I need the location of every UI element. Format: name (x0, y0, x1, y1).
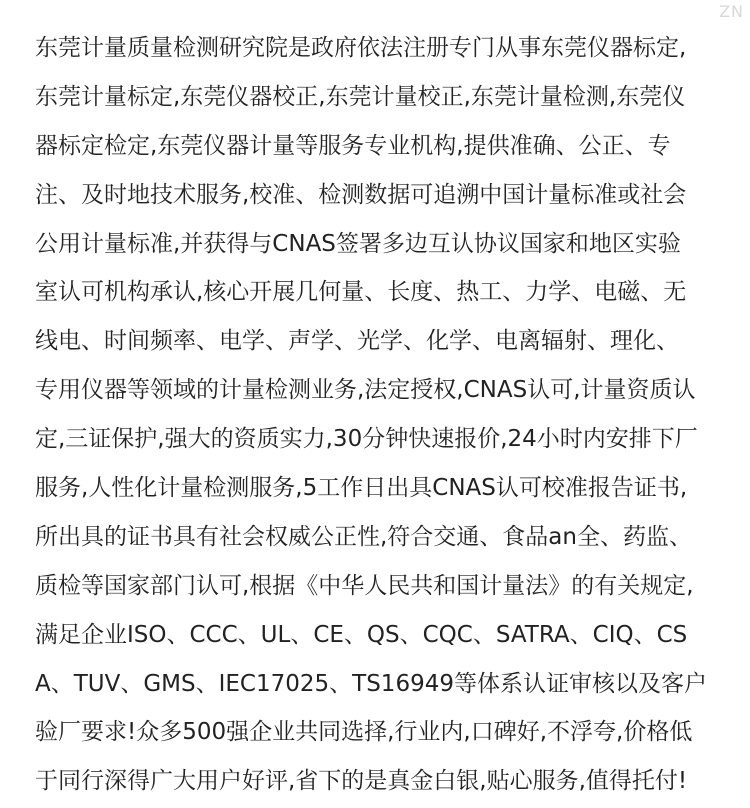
watermark-text: ZN (719, 2, 744, 21)
paragraph-line: 室认可机构承认,核心开展几何量、长度、热工、力学、电磁、无 (35, 279, 687, 306)
paragraph-line: 于同行深得广大用户好评,省下的是真金白银,贴心服务,值得托付! (35, 768, 688, 795)
paragraph-line: 线电、时间频率、电学、声学、光学、化学、电离辐射、理化、 (35, 328, 679, 355)
paragraph-line: A、TUV、GMS、IEC17025、TS16949等体系认证审核以及客户 (35, 670, 707, 697)
paragraph-line: 服务,人性化计量检测服务,5工作日出具CNAS认可校准报告证书, (35, 475, 688, 502)
paragraph-line: 公用计量标准,并获得与CNAS签署多边互认协议国家和地区实验 (35, 230, 681, 257)
paragraph-line: 质检等国家部门认可,根据《中华人民共和国计量法》的有关规定, (35, 572, 694, 599)
paragraph-line: 验厂要求!众多500强企业共同选择,行业内,口碑好,不浮夸,价格低 (35, 719, 693, 746)
article-body (35, 24, 725, 806)
paragraph-line: 注、及时地技术服务,校准、检测数据可追溯中国计量标准或社会 (35, 181, 687, 208)
paragraph-line: 专用仪器等领域的计量检测业务,法定授权,CNAS认可,计量资质认 (35, 377, 696, 404)
paragraph-line: 器标定检定,东莞仪器计量等服务专业机构,提供准确、公正、专 (35, 132, 671, 159)
paragraph-line: 满足企业ISO、CCC、UL、CE、QS、CQC、SATRA、CIQ、CS (35, 621, 688, 648)
paragraph-line: 东莞计量标定,东莞仪器校正,东莞计量校正,东莞计量检测,东莞仪 (35, 83, 686, 110)
paragraph-line: 所出具的证书具有社会权威公正性,符合交通、食品an全、药监、 (35, 523, 692, 550)
paragraph-line: 东莞计量质量检测研究院是政府依法注册专门从事东莞仪器标定, (35, 35, 687, 61)
paragraph-line: 定,三证保护,强大的资质实力,30分钟快速报价,24小时内安排下厂 (35, 426, 698, 453)
